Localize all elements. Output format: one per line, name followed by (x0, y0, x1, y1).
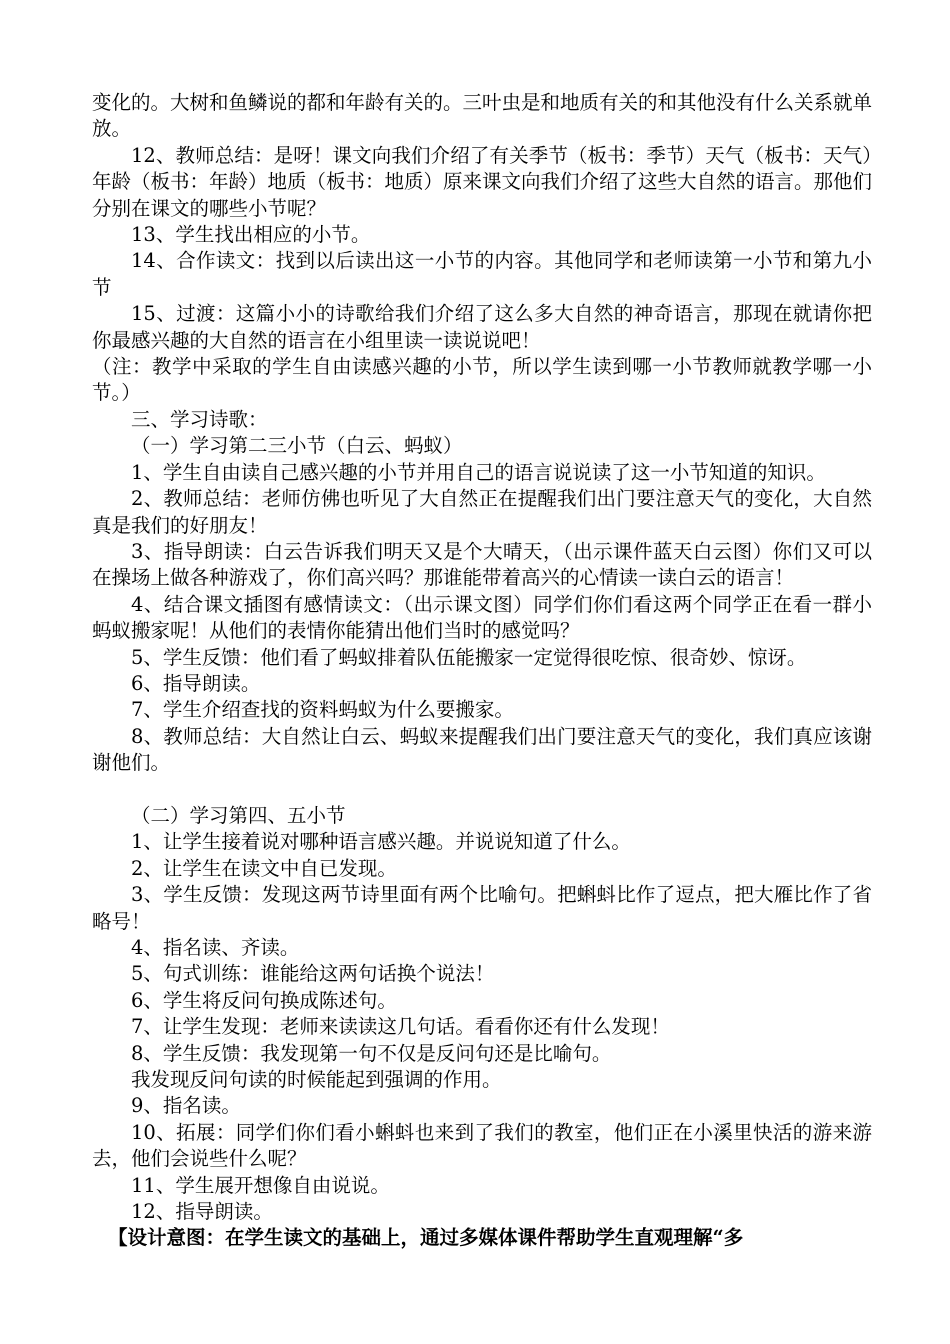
paragraph: 2、让学生在读文中自已发现。 (131, 856, 397, 880)
note-paragraph: （注：教学中采取的学生自由读感兴趣的小节，所以学生读到哪一小节教师就教学哪一小节。） (92, 355, 872, 405)
paragraph: 12、教师总结：是呀！课文向我们介绍了有关季节（板书：季节）天气（板书：天气）年龄（板书：年龄）地质（板书：地质）原来课文向我们介绍了这些大自然的语言。那他们分别在课文的哪些小节呢？ (92, 143, 873, 220)
paragraph: 13、学生找出相应的小节。 (131, 223, 371, 247)
paragraph: 1、学生自由读自己感兴趣的小节并用自己的语言说说读了这一小节知道的知识。 (131, 460, 826, 484)
paragraph: 4、结合课文插图有感情读文：（出示课文图）同学们你们看这两个同学正在看一群小蚂蚁搬家呢！从他们的表情你能猜出他们当时的感觉吗？ (92, 592, 872, 643)
paragraph: 5、句式训练：谁能给这两句话换个说法！ (131, 962, 495, 986)
paragraph: 7、学生介绍查找的资料蚂蚁为什么要搬家。 (131, 698, 514, 722)
paragraph: 10、拓展：同学们你们看小蝌蚪也来到了我们的教室，他们正在小溪里快活的游来游去，他们会说些什么呢？ (92, 1120, 872, 1171)
paragraph: 4、指名读、齐读。 (131, 935, 300, 959)
paragraph: 3、指导朗读：白云告诉我们明天又是个大晴天，（出示课件蓝天白云图）你们又可以在操场上做各种游戏了，你们高兴吗？那谁能带着高兴的心情读一读白云的语言！ (92, 539, 872, 590)
paragraph: 2、教师总结：老师仿佛也听见了大自然正在提醒我们出门要注意天气的变化，大自然真是我们的好朋友！ (92, 487, 872, 537)
paragraph: 7、让学生发现：老师来读读这几句话。看看你还有什么发现！ (131, 1015, 670, 1039)
paragraph: 15、过渡：这篇小小的诗歌给我们介绍了这么多大自然的神奇语言，那现在就请你把你最感兴趣的大自然的语言在小组里读一读说说吧！ (92, 302, 872, 352)
paragraph: 14、合作读文：找到以后读出这一小节的内容。其他同学和老师读第一小节和第九小节 (92, 249, 872, 299)
paragraph: 8、学生反馈：我发现第一句不仅是反问句还是比喻句。 (131, 1041, 612, 1065)
subsection-heading: （一）学习第二三小节（白云、蚂蚁） (131, 434, 463, 458)
paragraph: 6、学生将反问句换成陈述句。 (131, 988, 397, 1012)
subsection-heading: （二）学习第四、五小节 (131, 803, 346, 827)
paragraph: 9、指名读。 (131, 1094, 241, 1118)
blank-line (92, 777, 872, 803)
design-intent-paragraph: 【设计意图：在学生读文的基础上，通过多媒体课件帮助学生直观理解“多 (108, 1226, 744, 1250)
paragraph: 3、学生反馈：发现这两节诗里面有两个比喻句。把蝌蚪比作了逗点，把大雁比作了省略号！ (92, 883, 872, 933)
document-page (92, 90, 872, 1252)
paragraph: 8、教师总结：大自然让白云、蚂蚁来提醒我们出门要注意天气的变化，我们真应该谢谢他们。 (92, 724, 872, 775)
paragraph: 6、指导朗读。 (131, 671, 261, 695)
paragraph: 我发现反问句读的时候能起到强调的作用。 (131, 1068, 502, 1092)
paragraph: 11、学生展开想像自由说说。 (131, 1173, 390, 1197)
paragraph: 5、学生反馈：他们看了蚂蚁排着队伍能搬家一定觉得很吃惊、很奇妙、惊讶。 (131, 645, 807, 669)
section-heading: 三、学习诗歌： (131, 407, 268, 431)
paragraph: 1、让学生接着说对哪种语言感兴趣。并说说知道了什么。 (131, 830, 631, 854)
paragraph: 12、指导朗读。 (131, 1200, 273, 1224)
paragraph: 变化的。大树和鱼鳞说的都和年龄有关的。三叶虫是和地质有关的和其他没有什么关系就单放。 (92, 91, 873, 141)
